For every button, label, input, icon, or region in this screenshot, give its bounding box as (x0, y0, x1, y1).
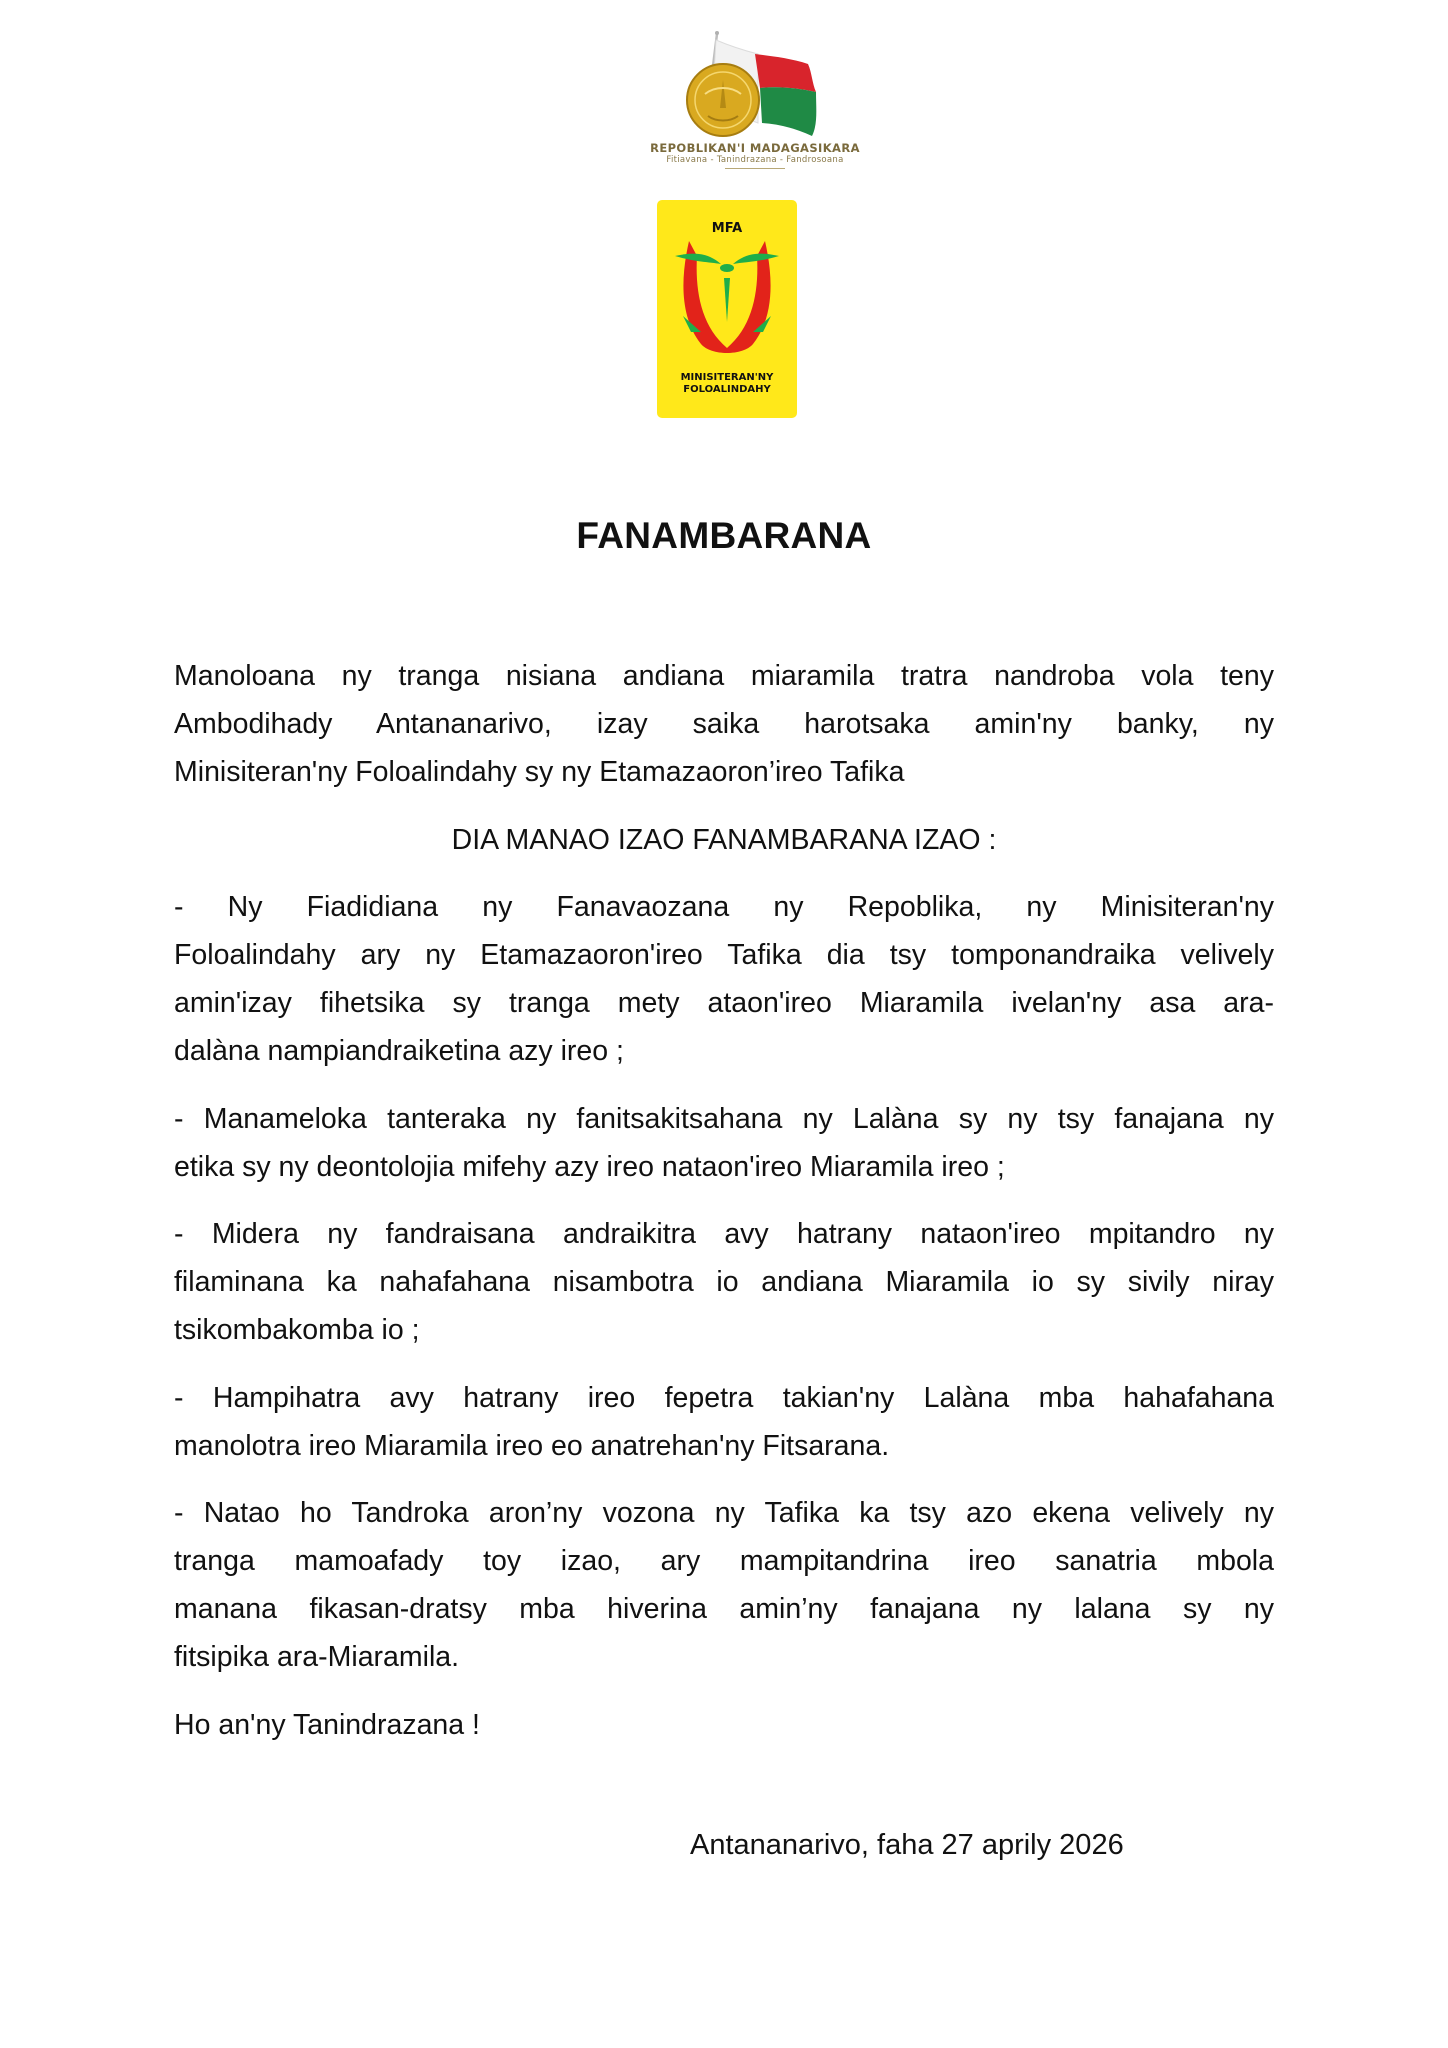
closing-line: Ho an'ny Tanindrazana ! (174, 1708, 480, 1741)
point-paragraph (174, 1374, 1274, 1470)
republic-logo (630, 28, 880, 173)
point-paragraph (174, 1095, 1274, 1191)
text-line: - Hampihatra avy hatrany ireo fepetra takian'ny Lalàna mba hahafahana (174, 1381, 1274, 1414)
ministry-abbreviation: MFA (711, 221, 743, 236)
text-line: Manoloana ny tranga nisiana andiana miaramila tratra nandroba vola teny (174, 660, 1274, 692)
text-line: filaminana ka nahafahana nisambotra io andiana Miaramila io sy sivily niray (174, 1266, 1274, 1299)
date-line: Antananarivo, faha 27 aprily 2026 (690, 1829, 1124, 1861)
republic-name: REPOBLIKAN'I MADAGASIKARA (650, 141, 860, 155)
republic-seal-and-flag-icon (630, 28, 880, 140)
text-line: etika sy ny deontolojia mifehy azy ireo nataon'ireo Miaramila ireo ; (174, 1150, 1005, 1183)
text-line: Minisiteran'ny Foloalindahy sy ny Etamazaoron’ireo Tafika (174, 756, 905, 789)
ministry-name-line2: FOLOALINDAHY (683, 384, 771, 395)
intro-paragraph (174, 652, 1274, 797)
text-line: - Natao ho Tandroka aron’ny vozona ny Tafika ka tsy azo ekena velively ny (174, 1496, 1274, 1529)
ministry-name-line1: MINISITERAN'NY (680, 372, 774, 383)
text-line: tranga mamoafady toy izao, ary mampitandrina ireo sanatria mbola (174, 1545, 1274, 1578)
text-line: - Manameloka tanteraka ny fanitsakitsahana ny Lalàna sy ny tsy fanajana ny (174, 1102, 1274, 1135)
text-line: Foloalindahy ary ny Etamazaoron'ireo Tafika dia tsy tomponandraika velively (174, 938, 1274, 971)
document-body (174, 652, 1274, 1768)
point-paragraph (174, 1210, 1274, 1355)
declaration-heading: DIA MANAO IZAO FANAMBARANA IZAO : (451, 823, 997, 856)
text-line: manolotra ireo Miaramila ireo eo anatrehan'ny Fitsarana. (174, 1429, 890, 1462)
republic-motto: Fitiavana - Tanindrazana - Fandrosoana (666, 155, 844, 165)
text-line: dalàna nampiandraiketina azy ireo ; (174, 1035, 624, 1068)
document-title: FANAMBARANA (576, 515, 872, 556)
text-line: - Midera ny fandraisana andraikitra avy hatrany nataon'ireo mpitandro ny (174, 1217, 1274, 1250)
ministry-name (657, 372, 797, 396)
text-line: manana fikasan-dratsy mba hiverina amin’ny fanajana ny lalana sy ny (174, 1593, 1274, 1626)
divider (725, 168, 785, 169)
text-line: Ambodihady Antananarivo, izay saika harotsaka amin'ny banky, ny (174, 708, 1274, 741)
ministry-emblem-icon (673, 236, 781, 361)
text-line: amin'izay fihetsika sy tranga mety ataon'ireo Miaramila ivelan'ny asa ara- (174, 987, 1274, 1020)
text-line: - Ny Fiadidiana ny Fanavaozana ny Repoblika, ny Minisiteran'ny (174, 890, 1274, 923)
ministry-logo (657, 200, 797, 418)
point-paragraph (174, 1489, 1274, 1682)
text-line: tsikombakomba io ; (174, 1314, 420, 1347)
text-line: fitsipika ara-Miaramila. (174, 1641, 460, 1674)
point-paragraph (174, 883, 1274, 1076)
